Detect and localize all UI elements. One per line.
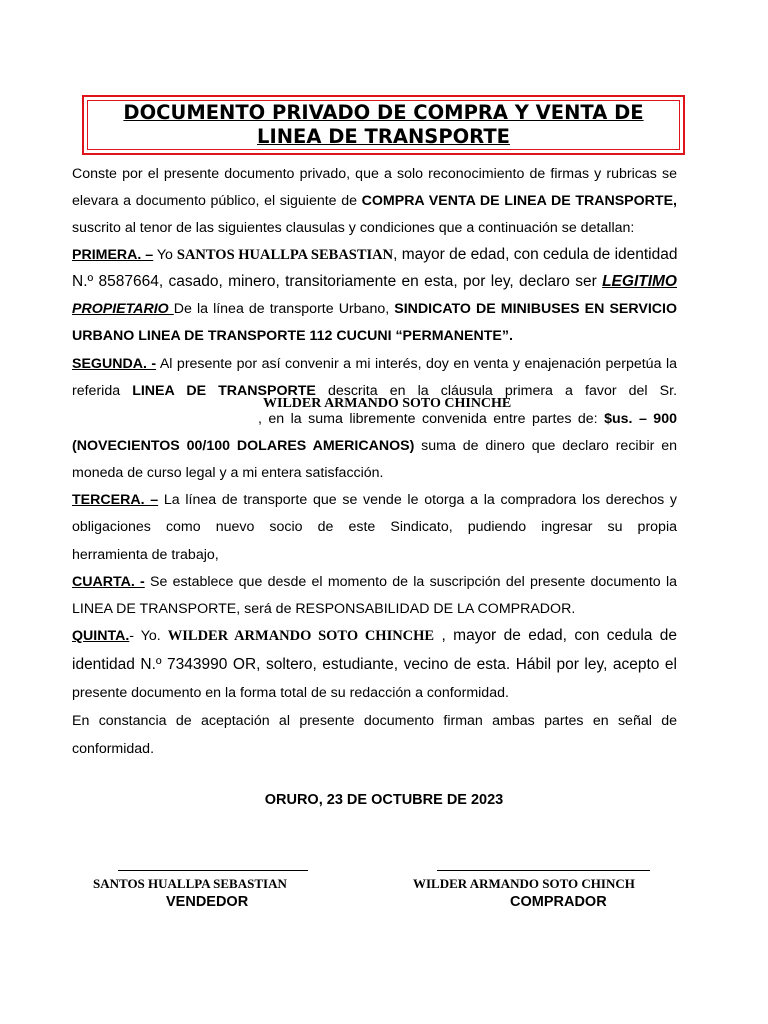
- tercera-line-3: herramienta de trabajo,: [72, 547, 219, 563]
- segunda-text: Al presente por así convenir a mi interés, doy en venta y enajenación perpetúa la: [156, 356, 677, 372]
- primera-line-4: URBANO LINEA DE TRANSPORTE 112 CUCUNI “PERMANENTE”.: [72, 328, 513, 344]
- segunda-amount: $us. – 900: [604, 411, 677, 427]
- intro-emphasis: COMPRA VENTA DE LINEA DE TRANSPORTE,: [361, 193, 677, 209]
- segunda-text-5: suma de dinero que declaro recibir en: [414, 438, 677, 454]
- seller-role: VENDEDOR: [166, 894, 249, 910]
- primera-propietario: PROPIETARIO: [72, 301, 174, 317]
- quinta-line-3: presente documento en la forma total de su redacción a conformidad.: [72, 685, 509, 701]
- cuarta-text: Se establece que desde el momento de la suscripción del presente documento la: [144, 574, 677, 590]
- segunda-amount-words: (NOVECIENTOS 00/100 DOLARES AMERICANOS): [72, 438, 415, 454]
- segunda-text-2: referida: [72, 383, 133, 399]
- segunda-line-5: moneda de curso legal y a mi entera satisfacción.: [72, 465, 384, 481]
- document-title-line1: DOCUMENTO PRIVADO DE COMPRA Y VENTA DE: [123, 101, 644, 124]
- primera-yo: Yo: [153, 247, 177, 263]
- segunda-text-3: descrita en la cláusula primera a favor del Sr.: [315, 383, 678, 399]
- clause-label-tercera: TERCERA. –: [72, 492, 159, 508]
- segunda-linea: LINEA DE TRANSPORTE: [132, 383, 316, 399]
- seller-signature-name: SANTOS HUALLPA SEBASTIAN: [93, 876, 287, 891]
- seller-signature-line: [118, 870, 308, 871]
- segunda-line-4: [72, 437, 677, 455]
- primera-text: , mayor de edad, con cedula de identidad: [393, 246, 678, 263]
- seller-name-inline: SANTOS HUALLPA SEBASTIAN: [176, 247, 394, 263]
- intro-line-2: [72, 192, 677, 210]
- closing-line-1: En constancia de aceptación al presente documento firman ambas partes en señal de: [72, 713, 677, 729]
- intro-line-3: suscrito al tenor de las siguientes clausulas y condiciones que a continuación se detallan:: [72, 220, 635, 236]
- intro-text: elevara a documento público, el siguiente de: [72, 193, 362, 209]
- quinta-text: , mayor de edad, con cedula de: [434, 627, 678, 644]
- document-title-line2: LINEA DE TRANSPORTE: [257, 125, 510, 148]
- segunda-text-4: , en la suma libremente convenida entre partes de:: [258, 411, 605, 427]
- buyer-signature-name: WILDER ARMANDO SOTO CHINCH: [413, 876, 635, 891]
- quinta-line-2: identidad N.º 7343990 OR, soltero, estudiante, vecino de esta. Hábil por ley, acepto el: [72, 656, 677, 673]
- primera-text-2: N.º 8587664, casado, minero, transitoriamente en esta, por ley, declaro ser: [72, 273, 603, 290]
- quinta-yo: - Yo.: [129, 628, 168, 644]
- clause-label-segunda: SEGUNDA. -: [72, 356, 157, 372]
- cuarta-line-2: LINEA DE TRANSPORTE, será de RESPONSABILIDAD DE LA COMPRADOR.: [72, 601, 576, 617]
- buyer-name-overlay: WILDER ARMANDO SOTO CHINCHE: [263, 396, 512, 411]
- tercera-line-1: [72, 491, 677, 509]
- segunda-line-1: [72, 355, 677, 373]
- primera-line-1: [72, 246, 677, 264]
- title-box: [82, 95, 685, 155]
- intro-line-1: Conste por el presente documento privado, que a solo reconocimiento de firmas y rubricas se: [72, 166, 677, 182]
- segunda-line-3: [258, 410, 677, 428]
- primera-line-3: [72, 300, 677, 318]
- primera-text-3: De la línea de transporte Urbano,: [173, 301, 395, 317]
- clause-label-primera: PRIMERA. –: [72, 247, 154, 263]
- primera-legitimo: LEGITIMO: [602, 273, 677, 290]
- closing-line-2: conformidad.: [72, 741, 155, 757]
- primera-sindicato: SINDICATO DE MINIBUSES EN SERVICIO: [394, 301, 677, 317]
- buyer-role: COMPRADOR: [510, 894, 607, 910]
- document-date: ORURO, 23 DE OCTUBRE DE 2023: [264, 792, 504, 808]
- buyer-name-inline: WILDER ARMANDO SOTO CHINCHE: [167, 628, 435, 644]
- primera-line-2: [72, 273, 677, 291]
- tercera-line-2: obligaciones como nuevo socio de este Sindicato, pudiendo ingresar su propia: [72, 519, 677, 535]
- clause-label-cuarta: CUARTA. -: [72, 574, 145, 590]
- quinta-line-1: [72, 627, 677, 645]
- cuarta-line-1: [72, 573, 677, 591]
- clause-label-quinta: QUINTA.: [72, 628, 130, 644]
- buyer-signature-line: [437, 870, 650, 871]
- tercera-text: La línea de transporte que se vende le otorga a la compradora los derechos y: [158, 492, 677, 508]
